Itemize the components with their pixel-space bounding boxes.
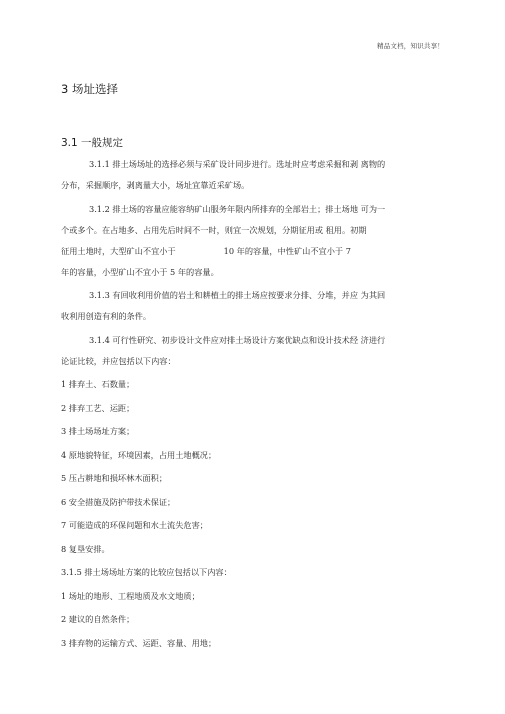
paragraph-line: 个或多个。在占地多、占用先后时间不一时，则宜一次规划，分期征用或 租用。初期 — [61, 224, 367, 235]
paragraph-line: 3.1.4 可行性研究、初步设计文件应对排土场设计方案优缺点和设计技术经 济进行 — [89, 334, 386, 345]
list-item: 6 安全措施及防护带技术保证； — [61, 496, 176, 507]
paragraph-line: 收利用创造有利的条件。 — [61, 311, 152, 321]
header-note: 精品文档，知识共享！ — [377, 42, 444, 50]
paragraph-line: 分布，采掘顺序，剥离量大小，场址宜靠近采矿场。 — [61, 180, 250, 190]
list-item: 1 排弃土、石数量； — [61, 379, 135, 389]
list-item: 3 排弃物的运输方式、运距、容量、用地； — [61, 637, 217, 648]
section-heading: 3 场址选择 — [61, 82, 118, 96]
body-text — [61, 154, 445, 654]
line-segment: 征用土地时，大型矿山不宜小于 — [61, 245, 176, 256]
list-item: 2 建议的自然条件； — [61, 614, 135, 624]
list-item: 4 原地貌特征，环境因素，占用土地概况； — [61, 449, 217, 460]
paragraph-line: 年的容量，小型矿山不宜小于 5 年的容量。 — [61, 266, 219, 277]
list-item: 5 压占耕地和损坏林木面积； — [61, 473, 168, 483]
subsection-heading: 3.1 一般规定 — [61, 137, 124, 149]
list-item: 3 排土场场址方案； — [61, 426, 135, 436]
paragraph-line — [61, 241, 445, 262]
list-item: 1 场址的地形、工程地质及水文地质； — [61, 590, 200, 601]
paragraph-line: 论证比较，并应包括以下内容： — [61, 355, 176, 366]
list-item: 8 复垦安排。 — [61, 543, 110, 554]
paragraph-line: 3.1.2 排土场的容量应能容纳矿山服务年限内所排弃的全部岩土；排土场地 可为一 — [89, 203, 386, 214]
paragraph-line: 3.1.3 有回收利用价值的岩土和耕植土的排土场应按要求分排、分堆，并应 为其回 — [89, 290, 386, 300]
line-segment: 10 年的容量，中性矿山不宜小于 7 — [223, 245, 351, 256]
list-item: 2 排弃工艺、运距； — [61, 402, 135, 413]
paragraph-line: 3.1.5 排土场场址方案的比较应包括以下内容： — [61, 567, 232, 577]
list-item: 7 可能造成的环保问题和水土流失危害； — [61, 520, 208, 530]
paragraph-line: 3.1.1 排土场场址的选择必须与采矿设计同步进行。选址时应考虑采掘和剥 离物的 — [89, 159, 386, 169]
